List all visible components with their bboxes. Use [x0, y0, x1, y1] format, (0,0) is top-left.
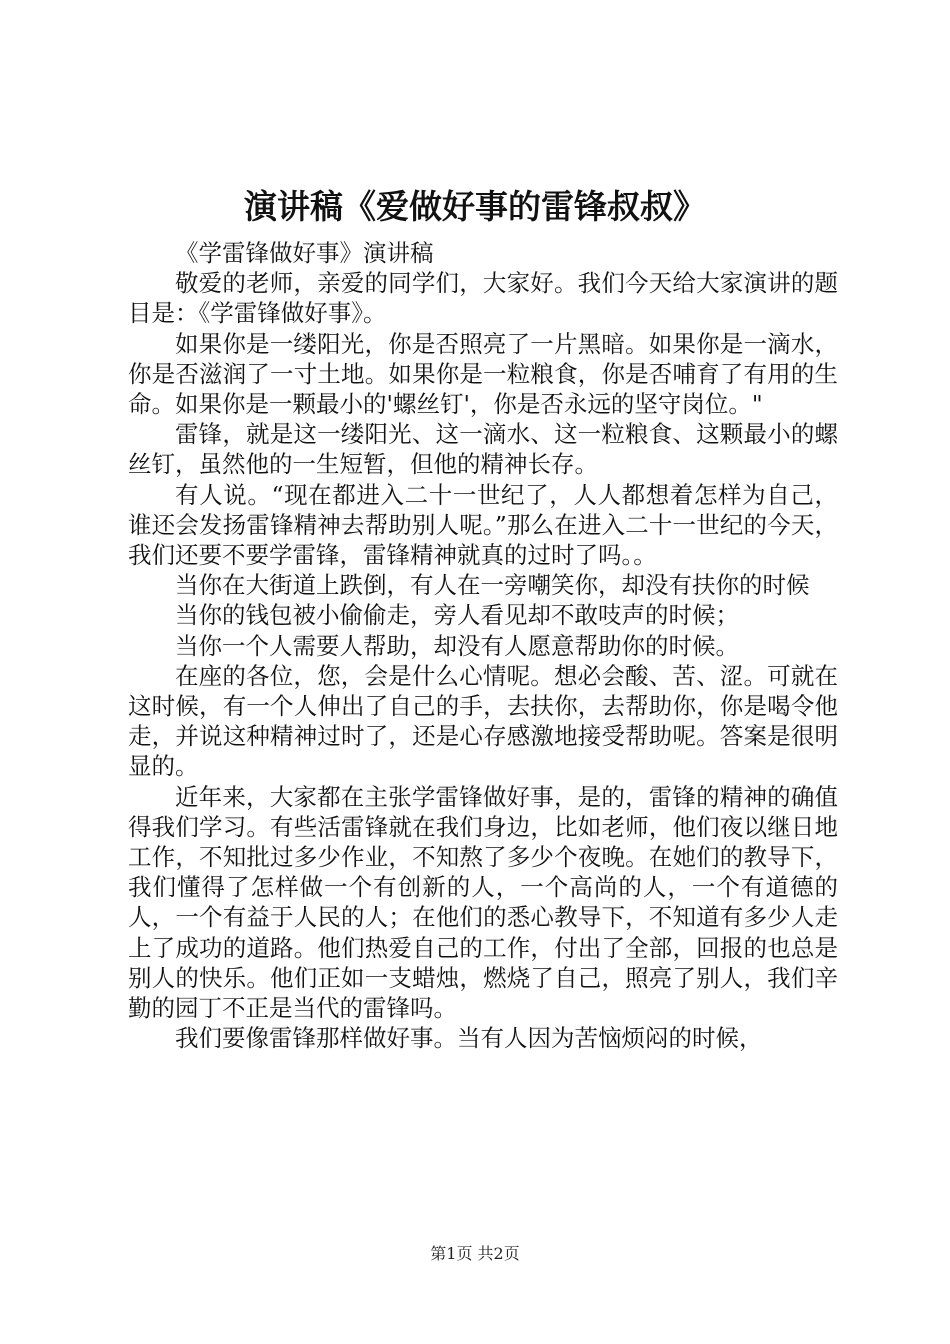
paragraph: 当你一个人需要人帮助，却没有人愿意帮助你的时候。 — [175, 631, 739, 660]
paragraph-heading: 《学雷锋做好事》演讲稿 — [175, 239, 434, 267]
page-number-footer: 第1页 共2页 — [430, 1244, 520, 1263]
speech-body — [128, 238, 838, 1053]
paragraph: 当你的钱包被小偷偷走，旁人看见却不敢吱声的时候； — [175, 601, 739, 630]
paragraph: 在座的各位，您，会是什么心情呢。想必会酸、苦、涩。可就在这时候，有一个人伸出了自己的手，去扶你，去帮助你，你是喝令他走，并说这种精神过时了，还是心存感激地接受帮助呢。答案是很明显的。 — [128, 661, 838, 781]
paragraph: 近年来，大家都在主张学雷锋做好事，是的，雷锋的精神的确值得我们学习。有些活雷锋就在我们身边，比如老师，他们夜以继日地工作，不知批过多少作业，不知熬了多少个夜晚。在她们的教导下，我们懂得了怎样做一个有创新的人，一个高尚的人，一个有道德的人，一个有益于人民的人；在他们的悉心教导下，不知道有多少人走上了成功的道路。他们热爱自己的工作，付出了全部，回报的也总是别人的快乐。他们正如一支蜡烛，燃烧了自己，照亮了别人，我们辛勤的园丁不正是当代的雷锋吗。 — [128, 782, 838, 1023]
paragraph: 有人说。“现在都进入二十一世纪了，人人都想着怎样为自己，谁还会发扬雷锋精神去帮助别人呢。”那么在进入二十一世纪的今天，我们还要不要学雷锋，雷锋精神就真的过时了吗。。 — [128, 480, 838, 570]
paragraph: 我们要像雷锋那样做好事。当有人因为苦恼烦闷的时候， — [175, 1024, 763, 1053]
paragraph: 当你在大街道上跌倒，有人在一旁嘲笑你，却没有扶你的时候 — [175, 571, 810, 600]
paragraph: 敬爱的老师，亲爱的同学们，大家好。我们今天给大家演讲的题目是：《学雷锋做好事》。 — [128, 269, 838, 328]
paragraph: 如果你是一缕阳光，你是否照亮了一片黑暗。如果你是一滴水，你是否滋润了一寸土地。如果你是一粒粮食，你是否哺育了有用的生命。如果你是一颗最小的'螺丝钉'，你是否永远的坚守岗位。" — [128, 329, 838, 419]
paragraph: 雷锋，就是这一缕阳光、这一滴水、这一粒粮食、这颗最小的螺丝钉，虽然他的一生短暂，但他的精神长存。 — [128, 420, 838, 479]
page-title: 演讲稿《爱做好事的雷锋叔叔》 — [244, 187, 706, 226]
